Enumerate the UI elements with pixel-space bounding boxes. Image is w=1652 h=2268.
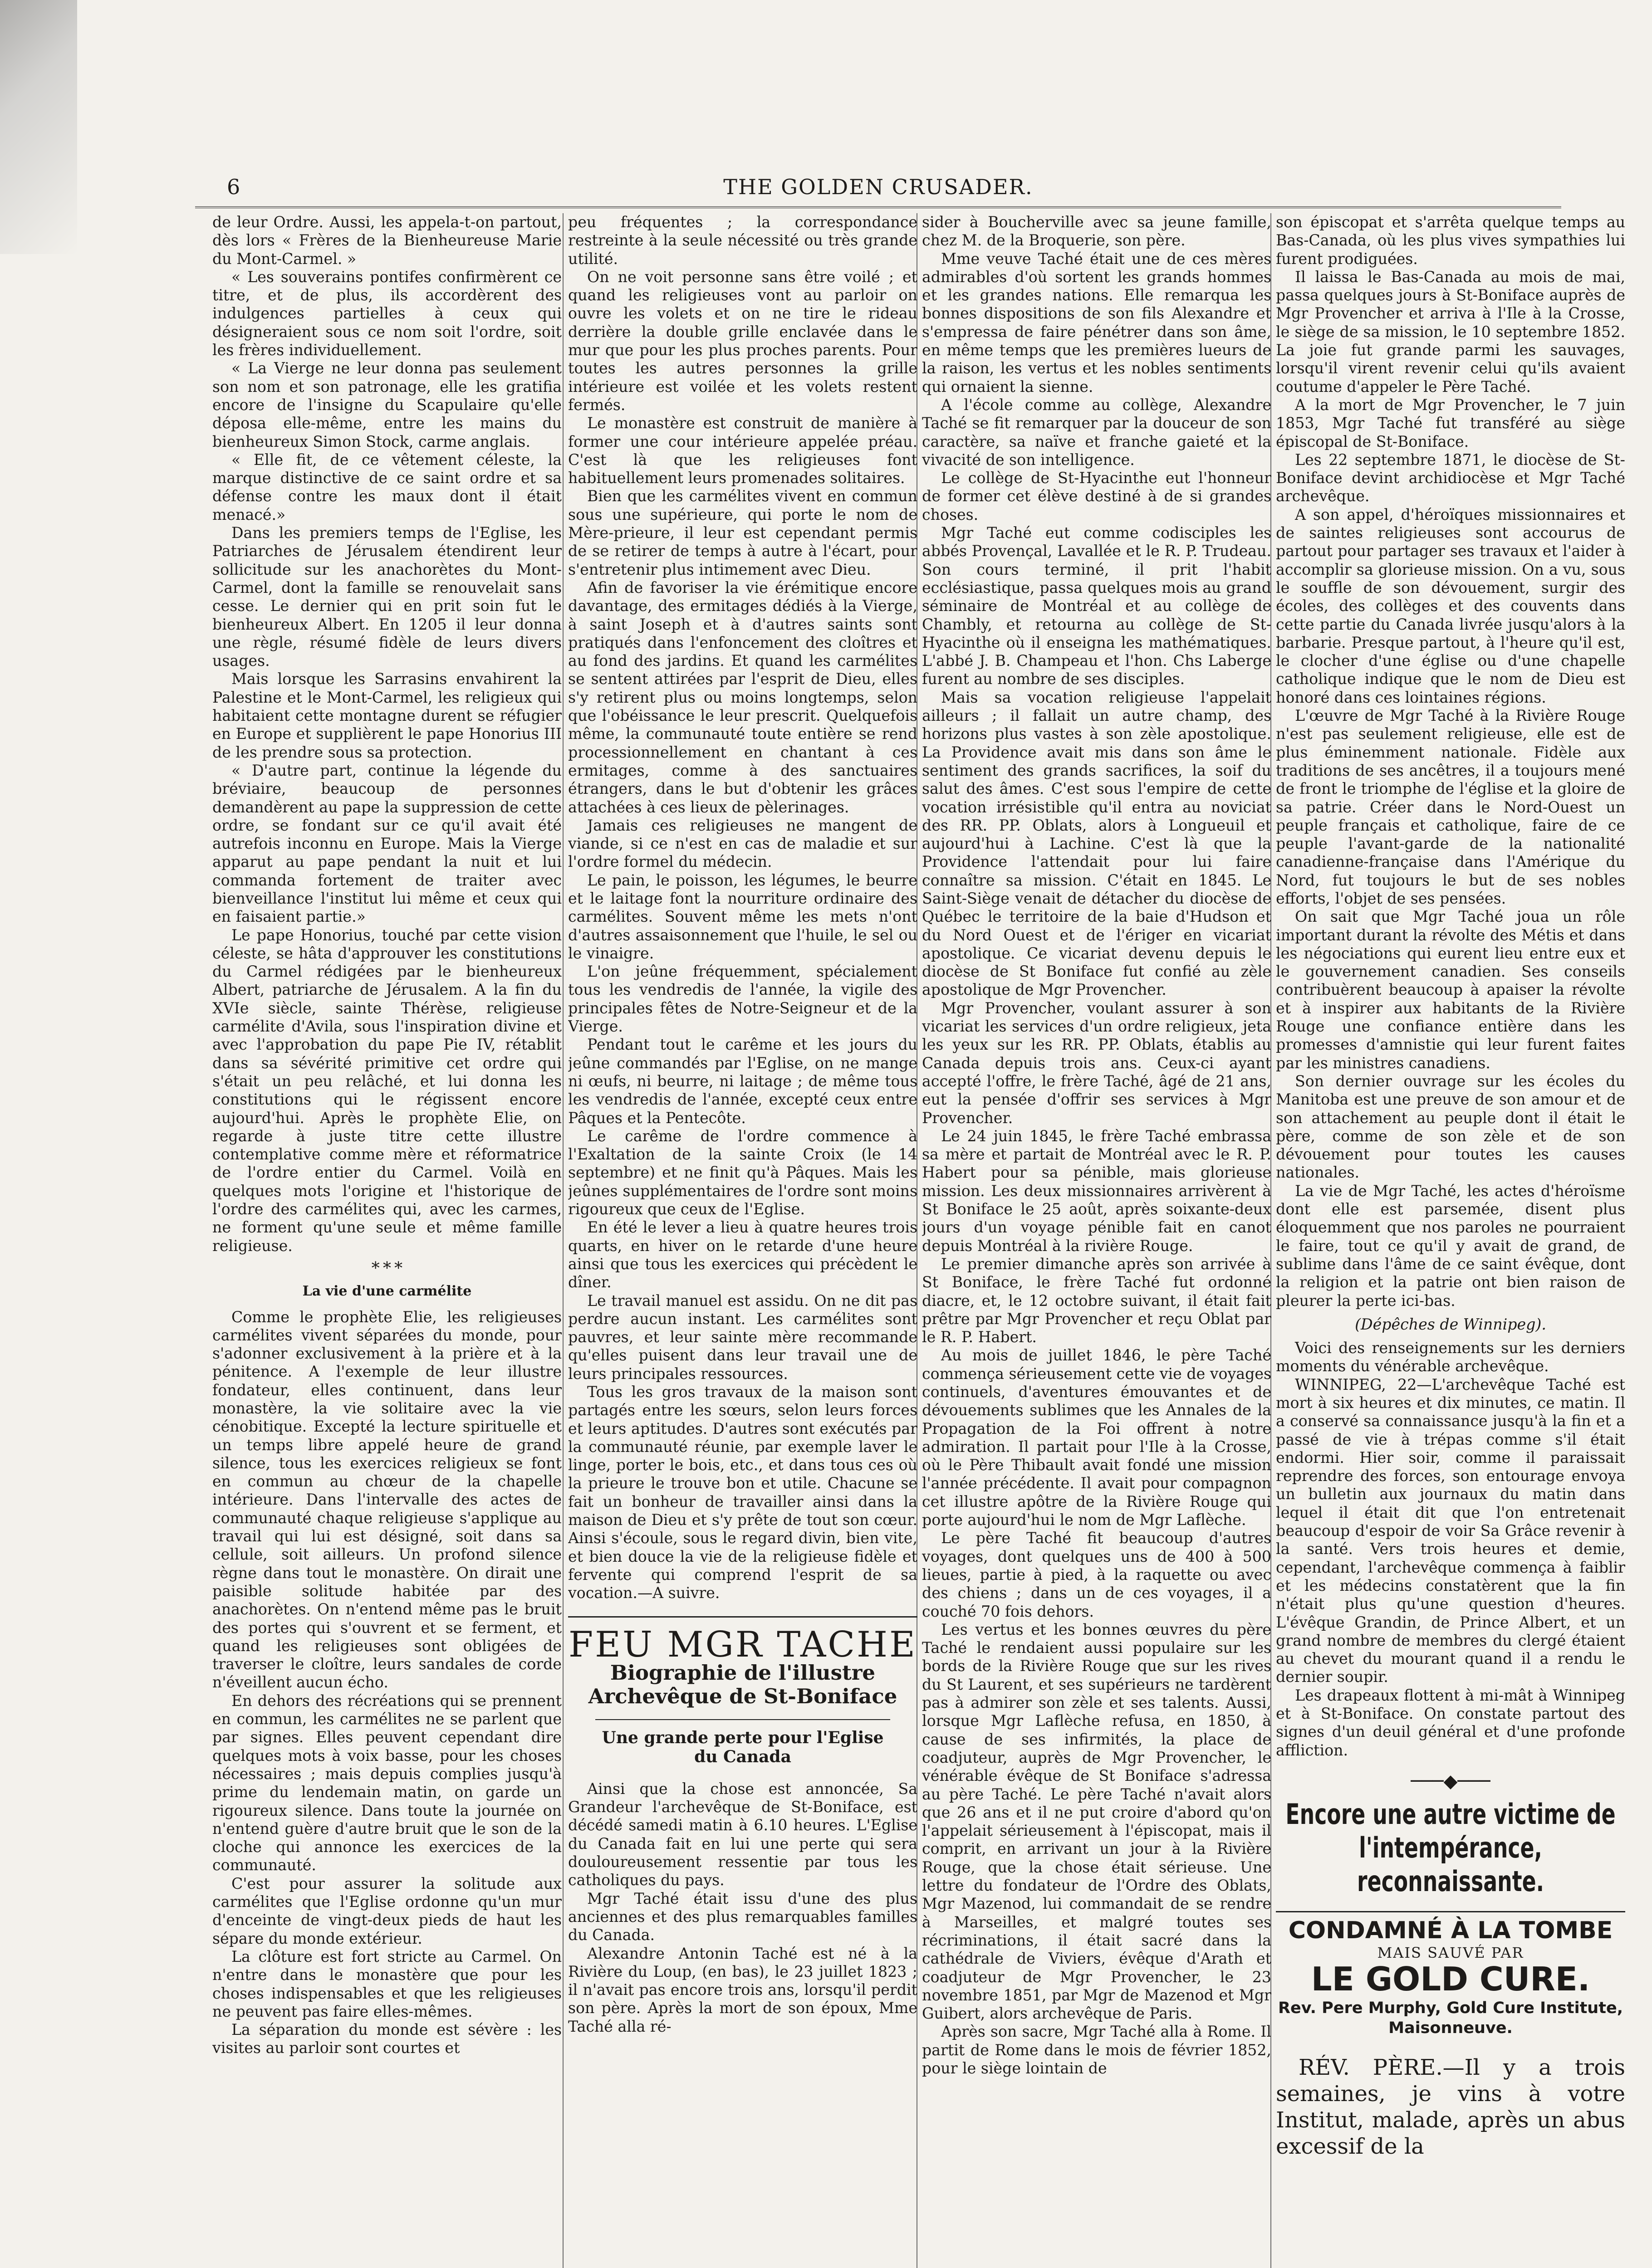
page-number: 6 [227, 175, 240, 199]
paragraph: WINNIPEG, 22—L'archevêque Taché est mort à six heures et dix minutes, ce matin. Il a conservé sa connaissance jusqu'à la fin et a passé de vie à trépas comme s'il était endormi. Hier soir, comme il paraissait reprendre des forces, son entourage envoya un bulletin aux journaux du matin dans lequel il était dit que l'on entretenait beaucoup d'espoir de voir Sa Grâce revenir à la santé. Vers trois heures et demie, cependant, l'archevêque commença à faiblir et les médecins constatèrent que la fin n'était plus qu'une question d'heures. L'évêque Grandin, de Prince Albert, et un grand nombre de membres du clergé étaient au chevet du mourant quand il a rendu le dernier soupir. [1276, 1375, 1625, 1686]
paragraph: son épiscopat et s'arrêta quelque temps au Bas-Canada, où les plus vives sympathies lui furent prodiguées. [1276, 213, 1625, 268]
paragraph: Comme le prophète Elie, les religieuses carmélites vivent séparées du monde, pour s'adonner exclusivement à la prière et à la pénitence. A l'exemple de leur illustre fondateur, elles continuent, dans leur monastère, la vie solitaire avec la vie cénobitique. Excepté la lecture spirituelle et un temps libre appelé heure de grand silence, tous les exercices religieux se font en commun au chœur de la chapelle intérieure. Dans l'intervalle des actes de communauté chaque religieuse s'applique au travail qui lui est désigné, soit dans sa cellule, soit ailleurs. Un profond silence règne dans tout le monastère. On dirait une paisible solitude habitée par des anachorètes. On n'entend même pas le bruit des portes qui s'ouvrent et se ferment, et quand les religieuses sont obligées de traverser le cloître, leurs sandales de corde n'éveillent aucun écho. [212, 1308, 562, 1691]
paragraph: En été le lever a lieu à quatre heures trois quarts, en hiver on le retarde d'une heure ainsi que tous les exercices qui précèdent le dîner. [568, 1218, 917, 1291]
column-4 [1276, 213, 1625, 2268]
paragraph: Son dernier ouvrage sur les écoles du Manitoba est une preuve de son amour et de son attachement au peuple dont il était le père, comme de son zèle et de son dévouement pour toutes les causes nationales. [1276, 1072, 1625, 1182]
paragraph: Mgr Taché eut comme codisciples les abbés Provençal, Lavallée et le R. P. Trudeau. Son cours terminé, il prit l'habit ecclésiastique, passa quelques mois au grand séminaire de Montréal et au collège de Chambly, et retourna au collège de St-Hyacinthe où il enseigna les mathématiques. L'abbé J. B. Champeau et l'hon. Chs Laberge furent au nombre de ses disciples. [922, 524, 1271, 688]
column-rule [563, 213, 564, 2268]
paragraph: Ainsi que la chose est annoncée, Sa Grandeur l'archevêque de St-Boniface, est décédé samedi matin à 6.10 heures. L'Eglise du Canada fait en lui une perte qui sera douloureusement ressentie par tous les catholiques du pays. [568, 1779, 917, 1889]
ornament-divider: ───◆─── [1411, 1770, 1490, 1792]
advertisement-address: Rev. Pere Murphy, Gold Cure Institute, Maisonneuve. [1278, 1999, 1623, 2038]
paragraph: C'est pour assurer la solitude aux carmélites que l'Eglise ordonne qu'un mur d'enceinte de vingt-deux pieds de haut les sépare du monde extérieur. [212, 1874, 562, 1947]
paragraph: Afin de favoriser la vie érémitique encore davantage, des ermitages dédiés à la Vierge, à saint Joseph et à d'autres saints sont pratiqués dans l'enfoncement des cloîtres et au fond des jardins. Et quand les carmélites se sentent attirées par l'esprit de Dieu, elles s'y retirent plus ou moins longtemps, selon que l'obéissance le leur prescrit. Quelquefois même, la communauté toute entière se rend processionnellement en chantant à ces ermitages, comme à des sanctuaires étrangers, dans le but d'obtenir les grâces attachées à ces lieux de pèlerinages. [568, 578, 917, 816]
paragraph: Le 24 juin 1845, le frère Taché embrassa sa mère et partait de Montréal avec le R. P. Habert pour sa pénible, mais glorieuse mission. Les deux missionnaires arrivèrent à St Boniface le 25 août, après soixante-deux jours d'un voyage pénible fait en canot depuis Montréal à la rivière Rouge. [922, 1127, 1271, 1255]
article-headline: FEU MGR TACHE [568, 1616, 917, 1654]
paragraph: Mgr Provencher, voulant assurer à son vicariat les services d'un ordre religieux, jeta les yeux sur les RR. PP. Oblats, établis au Canada depuis trois ans. Ceux-ci ayant accepté l'offre, le frère Taché, âgé de 21 ans, eut la pensée d'offrir ses services à Mgr Provencher. [922, 999, 1271, 1127]
paragraph: L'œuvre de Mgr Taché à la Rivière Rouge n'est pas seulement religieuse, elle est de plus éminemment nationale. Fidèle aux traditions de ses ancêtres, il a toujours mené de front le triomphe de l'église et la gloire de sa patrie. Créer dans le Nord-Ouest un peuple français et catholique, faire de ce peuple l'avant-garde de la nationalité canadienne-française dans l'Amérique du Nord, fut toujours le but de ses nobles efforts, l'objet de ses pensées. [1276, 707, 1625, 907]
page-header [195, 175, 1561, 208]
paragraph: Le pain, le poisson, les légumes, le beurre et le laitage font la nourriture ordinaire des carmélites. Souvent même les mets n'ont d'autres assaisonnement que l'huile, le sel ou le vinaigre. [568, 871, 917, 962]
scan-edge-shadow [0, 0, 77, 254]
paragraph: Voici des renseignements sur les derniers moments du vénérable archevêque. [1276, 1339, 1625, 1375]
paragraph: Le premier dimanche après son arrivée à St Boniface, le frère Taché fut ordonné diacre, et, le 12 octobre suivant, il était fait prêtre par Mgr Provencher et reçu Oblat par le R. P. Habert. [922, 1255, 1271, 1346]
advertisement-title: CONDAMNÉ À LA TOMBE [1276, 1911, 1625, 1940]
advertisement-body [1276, 2054, 1625, 2160]
section-subheading: La vie d'une carmélite [302, 1283, 472, 1300]
paragraph: Le père Taché fit beaucoup d'autres voyages, dont quelques uns de 400 à 500 lieues, partie à pied, à la raquette ou avec des chiens ; dans un de ces voyages, il a couché 70 fois dehors. [922, 1529, 1271, 1620]
paragraph: L'on jeûne fréquemment, spécialement tous les vendredis de l'année, la vigile des principales fêtes de Notre-Seigneur et de la Vierge. [568, 963, 917, 1036]
paragraph: Les drapeaux flottent à mi-mât à Winnipeg et à St-Boniface. On constate partout des signes d'un deuil général et d'une profonde affliction. [1276, 1686, 1625, 1759]
paragraph: Au mois de juillet 1846, le père Taché commença sérieusement cette vie de voyages continuels, d'aventures émouvantes et de dévouements sublimes que les Annales de la Propagation de la Foi offrent à notre admiration. Il partait pour l'Ile à la Crosse, où le Père Thibault avait fondé une mission l'année précédente. Il avait pour compagnon cet illustre apôtre de la Rivière Rouge qui porte aujourd'hui le nom de Mgr Laflèche. [922, 1346, 1271, 1529]
paragraph: Jamais ces religieuses ne mangent de viande, si ce n'est en cas de maladie et sur l'ordre formel du médecin. [568, 816, 917, 871]
paragraph: Dans les premiers temps de l'Eglise, les Patriarches de Jérusalem étendirent leur sollicitude sur les anachorètes du Mont-Carmel, dont la famille se renouvelait sans cesse. Le dernier qui en prit soin fut le bienheureux Albert. En 1205 il leur donna une règle, résumé fidèle de leurs divers usages. [212, 524, 562, 670]
paragraph: On ne voit personne sans être voilé ; et quand les religieuses vont au parloir on ouvre les volets et on ne tire le rideau derrière la double grille enclavée dans le mur que pour les plus proches parents. Pour toutes les autres personnes la grille intérieure est voilée et les volets restent fermés. [568, 268, 917, 414]
advertisement-subtitle: MAIS SAUVÉ PAR [1377, 1944, 1524, 1961]
paragraph: « Les souverains pontifes confirmèrent ce titre, et de plus, ils accordèrent des indulgences partielles à ceux qui désigneraient sous ce nom soit l'ordre, soit les frères individuellement. [212, 268, 562, 359]
paragraph: A la mort de Mgr Provencher, le 7 juin 1853, Mgr Taché fut transféré au siège épiscopal de St-Boniface. [1276, 396, 1625, 450]
paragraph: Mme veuve Taché était une de ces mères admirables d'où sortent les grands hommes et les grandes nations. Elle remarqua les bonnes dispositions de son fils Alexandre et s'empressa de faire pénétrer dans son âme, en même temps que les premières lueurs de la raison, les vertus et les nobles sentiments qui ornaient la sienne. [922, 249, 1271, 396]
paragraph: La vie de Mgr Taché, les actes d'héroïsme dont elle est parsemée, disent plus éloquemment que nos paroles ne pourraient le faire, tout ce qu'il y avait de grand, de sublime dans l'âme de ce saint évêque, dont la religion et la patrie ont bien raison de pleurer la perte ici-bas. [1276, 1182, 1625, 1310]
paragraph: A son appel, d'héroïques missionnaires et de saintes religieuses sont accourus de partout pour partager ses travaux et l'aider à accomplir sa glorieuse mission. On a vu, sous le souffle de son dévouement, surgir des écoles, des collèges et des couvents dans cette partie du Canada livrée jusqu'alors à la barbarie. Presque partout, à l'heure qu'il est, le clocher d'une église ou d'une chapelle catholique indique que le nom de Dieu est honoré dans ces lointaines régions. [1276, 505, 1625, 706]
paragraph: de leur Ordre. Aussi, les appela-t-on partout, dès lors « Frères de la Bienheureuse Marie du Mont-Carmel. » [212, 213, 562, 268]
paragraph: Après son sacre, Mgr Taché alla à Rome. Il partit de Rome dans le mois de février 1852, pour le siège lointain de [922, 2023, 1271, 2077]
paragraph: Les 22 septembre 1871, le diocèse de St-Boniface devint archidiocèse et Mgr Taché archevêque. [1276, 450, 1625, 505]
paragraph: Les vertus et les bonnes œuvres du père Taché le rendaient aussi populaire sur les bords de la Rivière Rouge que sur les rives du St Laurent, et ses supérieurs ne tardèrent pas à admirer son zèle et ses talents. Aussi, lorsque Mgr Laflèche refusa, en 1850, à cause de ses infirmités, la place de coadjuteur, auprès de Mgr Provencher, le vénérable évêque de St Boniface s'adressa au père Taché. Le père Taché n'avait alors que 26 ans et il ne put croire d'abord qu'on l'appelait sérieusement à l'épiscopat, mais il comprit, en arrivant un jour à la Rivière Rouge, que la chose était sérieuse. Une lettre du fondateur de l'Ordre des Oblats, Mgr Mazenod, lui commandait de se rendre à Marseilles, et malgré toutes ses récriminations, il était sacré dans la cathédrale de Viviers, évêque d'Arath et coadjuteur de Mgr Provencher, le 23 novembre 1851, par Mgr de Mazenod et Mgr Guibert, alors archevêque de Paris. [922, 1620, 1271, 2023]
paragraph: sider à Boucherville avec sa jeune famille, chez M. de la Broquerie, son père. [922, 213, 1271, 249]
paragraph: Le pape Honorius, touché par cette vision céleste, se hâta d'approuver les constitutions du Carmel rédigées par le bienheureux Albert, patriarche de Jérusalem. A la fin du XVIe siècle, sainte Thérèse, religieuse carmélite d'Avila, sous l'inspiration divine et avec l'approbation du pape Pie IV, rétablit dans sa sévérité primitive cet ordre qui s'était un peu relâché, et lui donna les constitutions qui le régissent encore aujourd'hui. Après le prophète Elie, on regarde à juste titre cette illustre contemplative comme mère et réformatrice de l'ordre entier du Carmel. Voilà en quelques mots l'origine et l'historique de l'ordre des carmélites qui, avec les carmes, ne forment qu'une seule et même famille religieuse. [212, 926, 562, 1255]
article-subheadline: Biographie de l'illustre Archevêque de St-Boniface [588, 1660, 897, 1708]
paragraph: On sait que Mgr Taché joua un rôle important durant la révolte des Métis et dans les négociations qui eurent lieu entre eux et le gouvernement canadien. Ses conseils contribuèrent beaucoup à apaiser la révolte et à inspirer aux habitants de la Rivière Rouge une confiance entière dans les promesses d'amnistie qui leur furent faites par les ministres canadiens. [1276, 908, 1625, 1072]
paragraph: « La Vierge ne leur donna pas seulement son nom et son patronage, elle les gratifia encore de l'insigne du Scapulaire qu'elle déposa elle-même, entre les mains du bienheureux Simon Stock, carme anglais. [212, 359, 562, 450]
article-source: (Dépêches de Winnipeg). [1355, 1315, 1546, 1333]
paragraph: Le carême de l'ordre commence à l'Exaltation de la sainte Croix (le 14 septembre) et ne finit qu'à Pâques. Mais les jeûnes supplémentaires de l'ordre sont moins rigoureux que ceux de l'Eglise. [568, 1127, 917, 1218]
column-3 [922, 213, 1271, 2268]
paragraph: Le travail manuel est assidu. On ne dit pas perdre aucun instant. Les carmélites sont pauvres, et leur sainte mère recommande qu'elles puisent dans leur travail une de leurs principales ressources. [568, 1291, 917, 1383]
column-1 [212, 213, 562, 2268]
section-stars: * * * [371, 1259, 403, 1278]
column-2 [568, 213, 917, 2268]
paragraph: Bien que les carmélites vivent en commun sous une supérieure, qui porte le nom de Mère-prieure, il leur est cependant permis de se retirer de temps à autre à l'écart, pour s'entretenir plus intimement avec Dieu. [568, 487, 917, 578]
paragraph: En dehors des récréations qui se prennent en commun, les carmélites ne se parlent que par signes. Elles peuvent cependant dire quelques mots à voix basse, pour les choses nécessaires ; mais depuis complies jusqu'à prime du lendemain matin, on garde un rigoureux silence. Dans toute la journée on n'entend guère d'autre bruit que le son de la cloche qui annonce les exercices de la communauté. [212, 1691, 562, 1874]
paragraph: Alexandre Antonin Taché est né à la Rivière du Loup, (en bas), le 23 juillet 1823 ; il n'avait pas encore trois ans, lorsqu'il perdit son père. Après la mort de son époux, Mme Taché alla ré- [568, 1944, 917, 2035]
paragraph: Le monastère est construit de manière à former une cour intérieure appelée préau. C'est là que les religieuses font habituellement leurs promenades solitaires. [568, 414, 917, 487]
paragraph: Le collège de St-Hyacinthe eut l'honneur de former cet élève destiné à de si grandes choses. [922, 469, 1271, 523]
paragraph: « Elle fit, de ce vêtement céleste, la marque distinctive de ce saint ordre et sa défense contre les maux dont il était menacé.» [212, 450, 562, 523]
paragraph: Pendant tout le carême et les jours du jeûne commandés par l'Eglise, on ne mange ni œufs, ni beurre, ni laitage ; de même tous les vendredis de l'année, excepté ceux entre Pâques et la Pentecôte. [568, 1036, 917, 1127]
paragraph: peu fréquentes ; la correspondance restreinte à la seule nécessité ou très grande utilité. [568, 213, 917, 268]
advertisement-headline: Encore une autre victime de l'intempérance, reconnaissante. [1285, 1798, 1616, 1898]
paragraph: RÉV. PÈRE.—Il y a trois semaines, je vins à votre Institut, malade, après un abus excessif de la [1276, 2055, 1625, 2160]
paragraph: Mais sa vocation religieuse l'appelait ailleurs ; il fallait un autre champ, des horizons plus vastes à son zèle apostolique. La Providence avait mis dans son âme le sentiment des grands sacrifices, la soif du salut des âmes. C'est sous l'empire de cette vocation irrésistible qu'il entra au noviciat des RR. PP. Oblats, alors à Longueuil et aujourd'hui à Lachine. C'est là que la Providence l'attendait pour lui faire connaître sa mission. C'était en 1845. Le Saint-Siège venait de détacher du diocèse de Québec le territoire de la baie d'Hudson et du Nord Ouest et de l'ériger en vicariat apostolique. Ce vicariat devenu depuis le diocèse de St Boniface fut confié au zèle apostolique de Mgr Provencher. [922, 688, 1271, 999]
advertisement-brand: LE GOLD CURE. [1311, 1960, 1590, 1998]
paragraph: Tous les gros travaux de la maison sont partagés entre les sœurs, selon leurs forces et leurs aptitudes. D'autres sont exécutés par la communauté réunie, par exemple laver le linge, porter le bois, etc., et dans tous ces où la prieure le trouve bon et utile. Chacune se fait un bonheur de travailler ainsi dans la maison de Dieu et s'y prête de tout son cœur. Ainsi s'écoule, sous le regard divin, bien vite, et bien douce la vie de la religieuse fidèle et fervente qui comprend l'esprit de sa vocation.—A suivre. [568, 1383, 917, 1602]
paragraph: « D'autre part, continue la légende du bréviaire, beaucoup de personnes demandèrent au pape la suppression de cette ordre, se fondant sur ce qu'il avait été autrefois inconnu en Europe. Mais la Vierge apparut au pape pendant la nuit et lui commanda fortement de traiter avec bienveillance l'institut lui même et ceux qui en faisaient partie.» [212, 761, 562, 926]
paragraph: La séparation du monde est sévère : les visites au parloir sont courtes et [212, 2021, 562, 2057]
paragraph: Mgr Taché était issu d'une des plus anciennes et des plus remarquables familles du Canada. [568, 1889, 917, 1944]
paragraph: La clôture est fort stricte au Carmel. On n'entre dans le monastère que pour les choses indispensables et que les religieuses ne peuvent pas faire elles-mêmes. [212, 1947, 562, 2020]
newspaper-title: THE GOLDEN CRUSADER. [723, 175, 1033, 199]
paragraph: Il laissa le Bas-Canada au mois de mai, passa quelques jours à St-Boniface auprès de Mgr Provencher et arriva à l'Ile à la Crosse, le siège de sa mission, le 10 septembre 1852. La joie fut grande parmi les sauvages, lorsqu'il virent revenir celui qu'ils avaient coutume d'appeler le Père Taché. [1276, 268, 1625, 396]
paragraph: Mais lorsque les Sarrasins envahirent la Palestine et le Mont-Carmel, les religieux qui habitaient cette montagne durent se réfugier en Europe et supplièrent le pape Honorius III de les prendre sous sa protection. [212, 670, 562, 761]
paragraph: A l'école comme au collège, Alexandre Taché se fit remarquer par la douceur de son caractère, sa naïve et franche gaieté et la vivacité de son intelligence. [922, 396, 1271, 469]
article-deck: Une grande perte pour l'Eglise du Canada [595, 1719, 890, 1766]
